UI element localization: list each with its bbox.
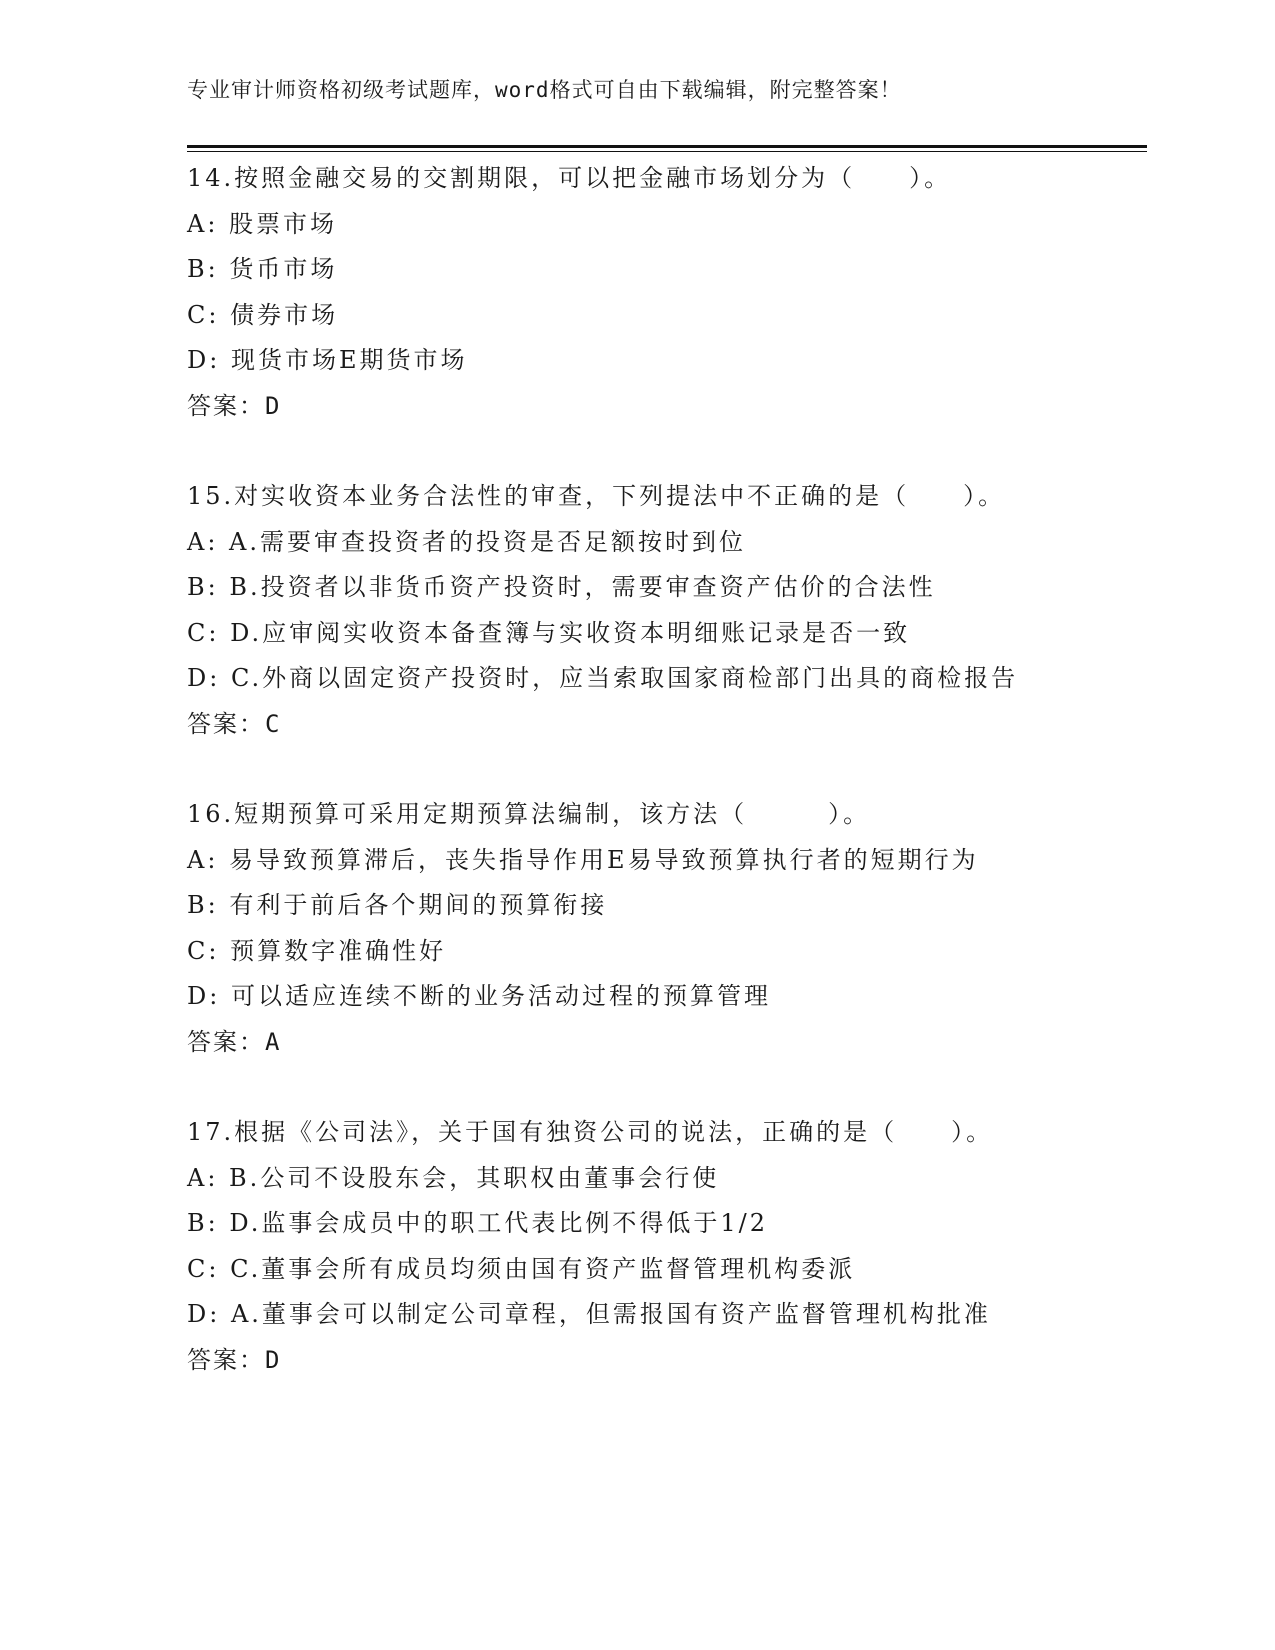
answer-value: C: [265, 709, 280, 738]
question-16: [187, 792, 1147, 1065]
answer-value: D: [265, 1345, 280, 1374]
question-15: [187, 474, 1147, 747]
option-a: A: A.需要审查投资者的投资是否足额按时到位: [187, 527, 747, 556]
header-rule-thin: [187, 151, 1147, 152]
option-d: D: 现货市场E期货市场: [187, 346, 468, 374]
question-stem: 15.对实收资本业务合法性的审查，下列提法中不正确的是（ ）。: [187, 482, 1006, 510]
header-rule-thick: [187, 145, 1147, 148]
answer-label: 答案：: [187, 709, 265, 738]
answer-row: [187, 384, 1147, 430]
answer-label: 答案：: [187, 1027, 265, 1056]
option-c: C: D.应审阅实收资本备查簿与实收资本明细账记录是否一致: [187, 618, 911, 647]
option-b: B: 货币市场: [187, 255, 338, 283]
question-14: [187, 156, 1147, 429]
option-c: C: C.董事会所有成员均须由国有资产监督管理机构委派: [187, 1254, 856, 1283]
option-a: A: B.公司不设股东会，其职权由董事会行使: [187, 1163, 720, 1192]
option-d: D: C.外商以固定资产投资时，应当索取国家商检部门出具的商检报告: [187, 664, 1019, 692]
answer-row: [187, 1338, 1147, 1384]
option-a: A: 股票市场: [187, 209, 338, 238]
option-d: D: 可以适应连续不断的业务活动过程的预算管理: [187, 982, 771, 1010]
question-list: [187, 156, 1147, 1428]
question-stem: 16.短期预算可采用定期预算法编制，该方法（ ）。: [187, 800, 871, 828]
answer-label: 答案：: [187, 391, 265, 420]
question-stem: 14.按照金融交易的交割期限，可以把金融市场划分为（ ）。: [187, 164, 952, 192]
answer-value: A: [265, 1027, 280, 1056]
answer-row: [187, 1020, 1147, 1066]
option-a: A: 易导致预算滞后，丧失指导作用E易导致预算执行者的短期行为: [187, 845, 979, 874]
question-stem: 17.根据《公司法》，关于国有独资公司的说法，正确的是（ ）。: [187, 1118, 994, 1146]
option-b: B: B.投资者以非货币资产投资时，需要审查资产估价的合法性: [187, 573, 936, 601]
answer-row: [187, 702, 1147, 748]
option-c: C: 债券市场: [187, 300, 339, 329]
option-b: B: D.监事会成员中的职工代表比例不得低于1/2: [187, 1209, 768, 1237]
option-d: D: A.董事会可以制定公司章程，但需报国有资产监督管理机构批准: [187, 1300, 991, 1328]
option-c: C: 预算数字准确性好: [187, 936, 447, 965]
option-b: B: 有利于前后各个期间的预算衔接: [187, 891, 608, 919]
question-17: [187, 1110, 1147, 1383]
answer-label: 答案：: [187, 1345, 265, 1374]
page-header: 专业审计师资格初级考试题库，word格式可自由下载编辑，附完整答案！: [187, 78, 902, 102]
answer-value: D: [265, 391, 280, 420]
